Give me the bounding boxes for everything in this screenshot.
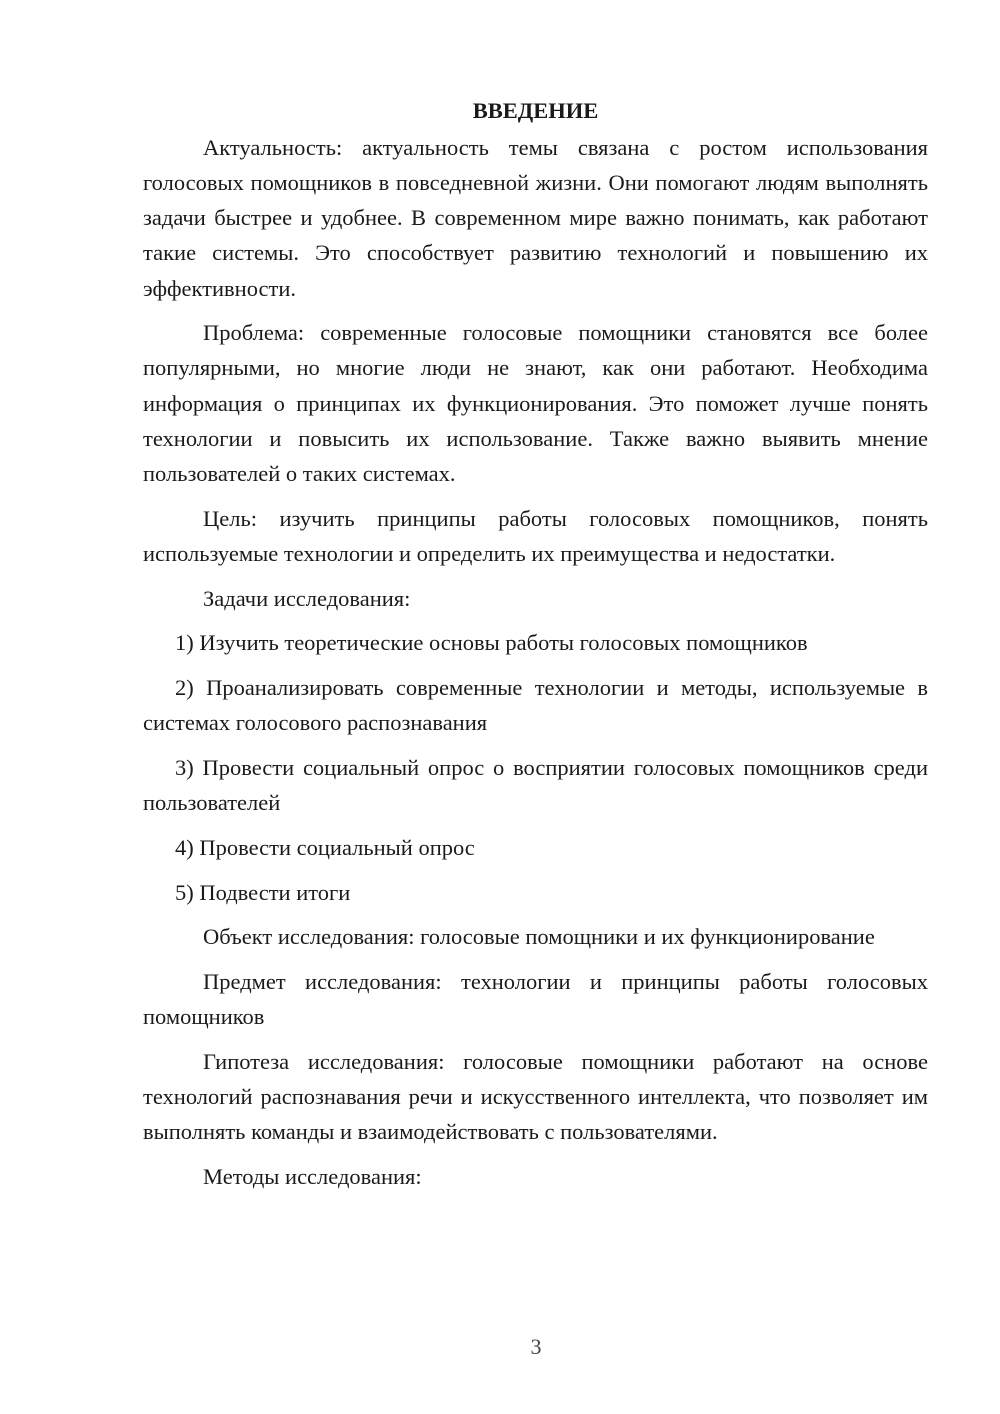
paragraph-relevance: Актуальность: актуальность темы связана с ростом использования голосовых помощников в повседневной жизни. Они помогают людям выполнять задачи быстрее и удобнее. В современном мире важно понимать, как работают такие системы. Это способствует развитию технологий и повышению их эффективности. <box>143 134 928 301</box>
document-page <box>143 93 928 1204</box>
task-item-2: 2) Проанализировать современные технологии и методы, используемые в системах голосового распознавания <box>143 675 928 736</box>
paragraph-object: Объект исследования: голосовые помощники и их функционирование <box>203 924 875 950</box>
paragraph-goal: Цель: изучить принципы работы голосовых помощников, понять используемые технологии и определить их преимущества и недостатки. <box>143 505 928 566</box>
task-item-5: 5) Подвести итоги <box>175 879 351 905</box>
paragraph-subject: Предмет исследования: технологии и принципы работы голосовых помощников <box>143 968 928 1030</box>
section-heading: ВВЕДЕНИЕ <box>472 98 599 123</box>
task-item-1: 1) Изучить теоретические основы работы голосовых помощников <box>175 630 808 656</box>
page-number: 3 <box>530 1334 542 1359</box>
paragraph-problem: Проблема: современные голосовые помощники становятся все более популярными, но многие люди не знают, как они работают. Необходима информация о принципах их функционирования. Это поможет лучше понять технологии и повысить их использование. Также важно выявить мнение пользователей о таких системах. <box>143 320 928 487</box>
paragraph-methods: Методы исследования: <box>203 1163 422 1189</box>
paragraph-tasks-title: Задачи исследования: <box>203 585 411 611</box>
paragraph-hypothesis: Гипотеза исследования: голосовые помощники работают на основе технологий распознавания речи и искусственного интеллекта, что позволяет им выполнять команды и взаимодействовать с пользователями. <box>143 1048 928 1145</box>
task-item-4: 4) Провести социальный опрос <box>175 834 475 860</box>
task-item-3: 3) Провести социальный опрос о восприятии голосовых помощников среди пользователей <box>143 754 928 816</box>
